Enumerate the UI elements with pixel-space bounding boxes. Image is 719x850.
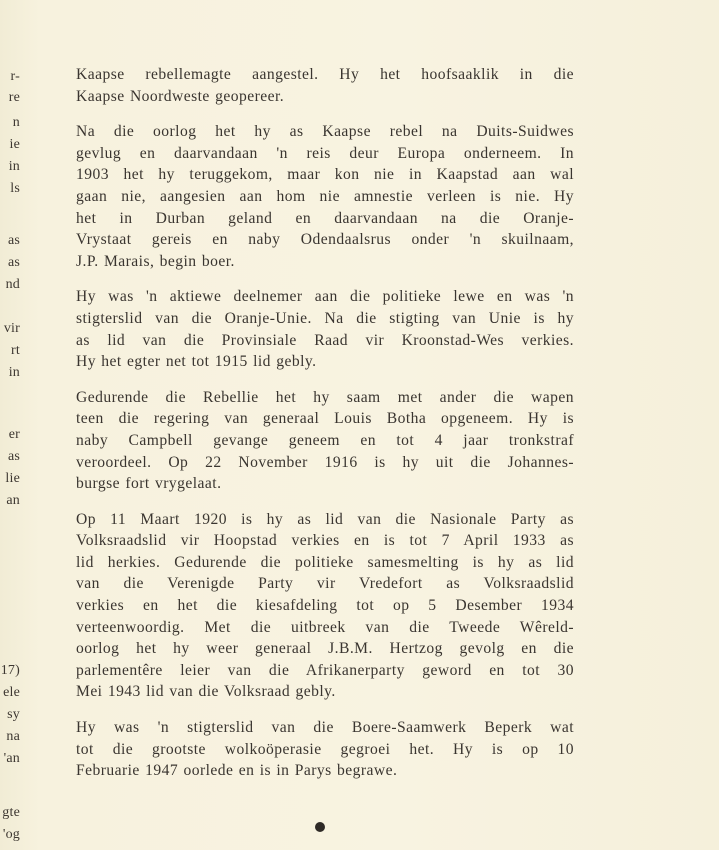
text-line: burgse fort vrygelaat. [76, 475, 222, 493]
text-line: Kaapse Noordweste geopereer. [76, 87, 285, 105]
paragraph [76, 717, 574, 782]
text-line: tot die grootste wolkoöperasie gegroei het. Hy is op 10 [76, 740, 574, 758]
paragraph [76, 64, 574, 107]
paragraph [76, 286, 574, 372]
text-line: Februarie 1947 oorlede en is in Parys begrawe. [76, 762, 398, 780]
paragraph [76, 387, 574, 495]
text-line: gaan nie, aangesien aan hom nie amnestie verleen is nie. Hy [76, 187, 574, 205]
paragraph [76, 509, 574, 703]
left-fragment: rt [11, 343, 20, 358]
text-line: Hy was 'n stigterslid van die Boere-Saamwerk Beperk wat [76, 719, 574, 737]
text-line: 1903 het hy teruggekom, maar kon nie in Kaapstad aan wal [76, 166, 574, 184]
text-line: Volksraadslid vir Hoopstad verkies en is tot 7 April 1933 as [76, 532, 574, 550]
paragraph [76, 121, 574, 272]
text-line: gevlug en daarvandaan 'n reis deur Europa onderneem. In [76, 144, 574, 162]
text-line: stigterslid van die Oranje-Unie. Na die stigting van Unie is hy [76, 309, 574, 327]
text-line: Hy was 'n aktiewe deelnemer aan die politieke lewe en was 'n [76, 288, 574, 306]
text-line: verkies en het die kiesafdeling tot op 5 Desember 1934 [76, 597, 574, 615]
text-line: oorlog het hy weer generaal J.B.M. Hertzog gevolg en die [76, 640, 574, 658]
left-fragment: na [6, 729, 20, 744]
text-line: lid herkies. Gedurende die politieke samesmelting is hy as lid [76, 553, 574, 571]
left-fragment: re [8, 90, 20, 105]
text-line: as lid van die Provinsiale Raad vir Kroonstad-Wes verkies. [76, 331, 574, 349]
text-line: Na die oorlog het hy as Kaapse rebel na Duits-Suidwes [76, 123, 574, 141]
left-fragment: in [8, 365, 20, 380]
text-line: Gedurende die Rebellie het hy saam met ander die wapen [76, 388, 574, 406]
left-fragment: ele [3, 685, 20, 700]
text-line: parlementêre leier van die Afrikanerparty geword en tot 30 [76, 661, 574, 679]
left-fragment: as [7, 233, 20, 248]
text-line: verteenwoordig. Met die uitbreek van die Tweede Wêreld- [76, 618, 574, 636]
left-fragment: n [12, 115, 20, 130]
left-fragment: an [6, 493, 20, 508]
left-fragment: er [8, 427, 20, 442]
text-line: Kaapse rebellemagte aangestel. Hy het hoofsaaklik in die [76, 66, 574, 83]
left-fragment: sy [7, 707, 20, 722]
text-line: Hy het egter net tot 1915 lid gebly. [76, 353, 317, 371]
left-fragment: r- [10, 69, 20, 84]
text-line: veroordeel. Op 22 November 1916 is hy uit die Johannes- [76, 453, 574, 471]
left-fragment: vir [3, 321, 20, 336]
left-fragment: 17) [0, 663, 20, 678]
left-fragment: 'og [2, 827, 20, 842]
left-fragment: lie [5, 471, 20, 486]
text-line: naby Campbell gevange geneem en tot 4 jaar tronkstraf [76, 431, 574, 449]
main-text-column [76, 64, 574, 796]
left-fragment: nd [5, 277, 20, 292]
bullet-mark [315, 822, 325, 832]
left-fragment: 'an [3, 751, 20, 766]
text-line: Vrystaat gereis en naby Odendaalsrus onder 'n skuilnaam, [76, 231, 574, 249]
text-line: Mei 1943 lid van die Volksraad gebly. [76, 683, 336, 701]
text-line: Op 11 Maart 1920 is hy as lid van die Nasionale Party as [76, 510, 574, 528]
left-fragment: ls [10, 181, 20, 196]
previous-column-fragments [0, 0, 36, 850]
text-line: teen die regering van generaal Louis Botha opgeneem. Hy is [76, 410, 574, 428]
text-line: van die Verenigde Party vir Vredefort as Volksraadslid [76, 575, 574, 593]
left-fragment: in [8, 159, 20, 174]
left-fragment: ie [9, 137, 20, 152]
text-line: J.P. Marais, begin boer. [76, 252, 235, 270]
text-line: het in Durban geland en daarvandaan na die Oranje- [76, 209, 574, 227]
left-fragment: gte [2, 805, 20, 820]
left-fragment: as [7, 255, 20, 270]
left-fragment: as [7, 449, 20, 464]
